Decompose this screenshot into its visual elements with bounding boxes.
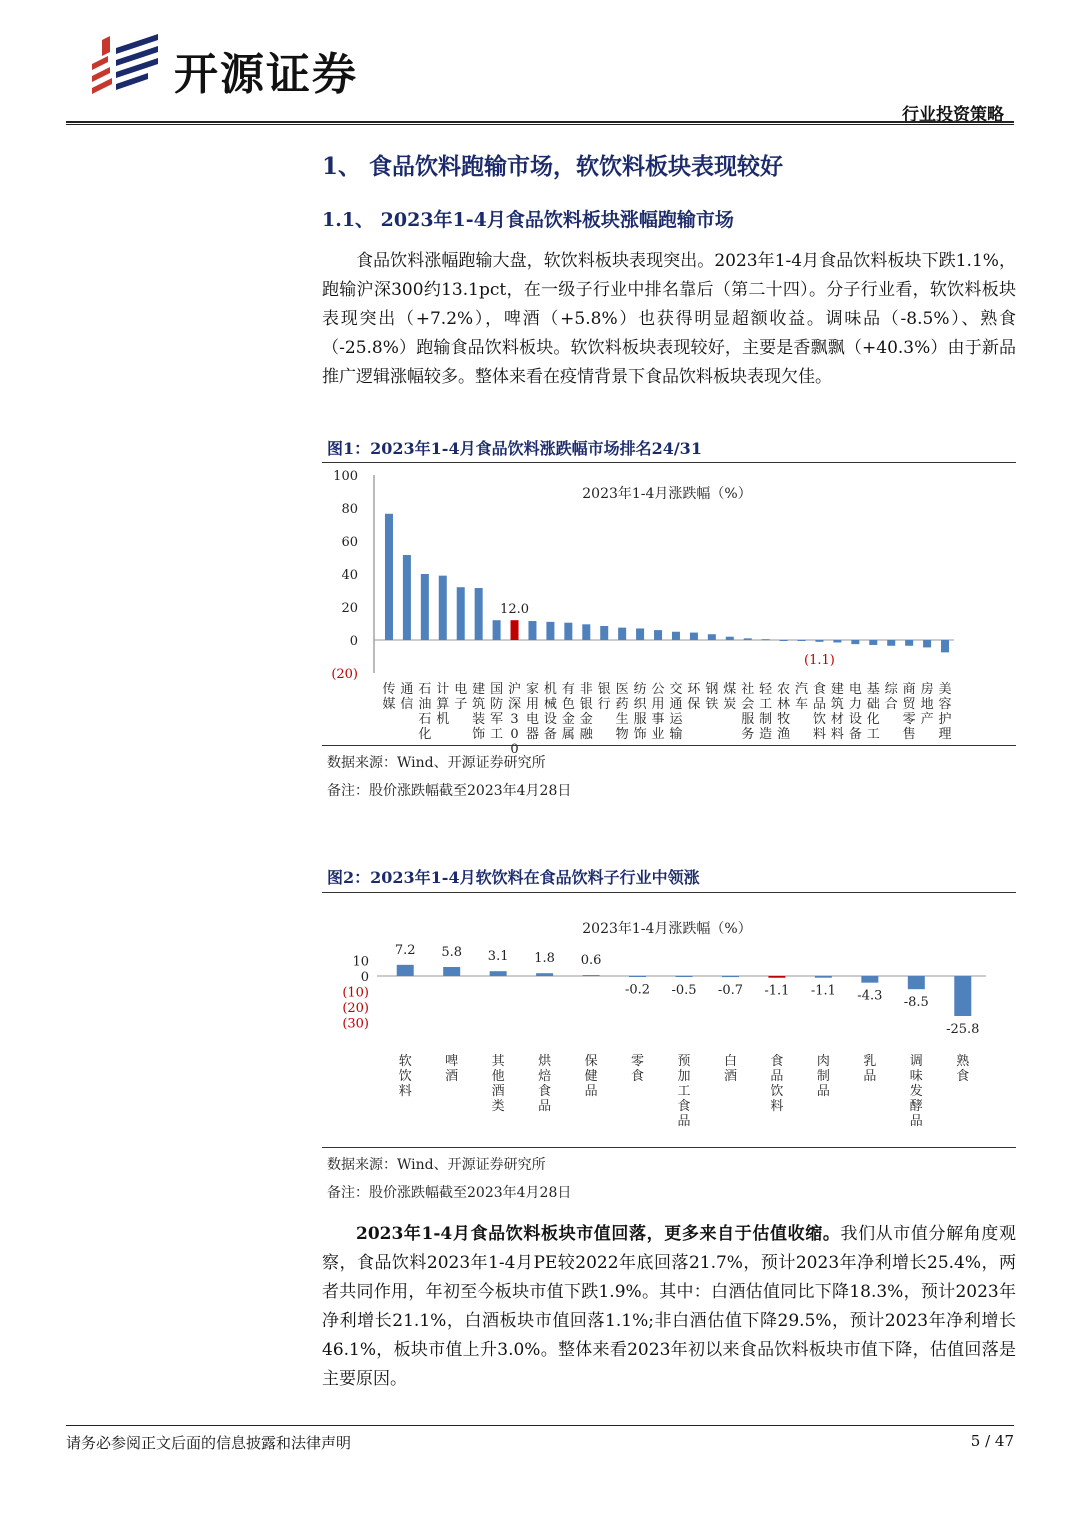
bar — [421, 574, 429, 640]
x-tick-label: 综合 — [884, 682, 898, 712]
x-tick-label: 房地产 — [920, 682, 934, 727]
x-tick-label: 电力设备 — [848, 682, 862, 742]
x-tick-label: 其他酒类 — [491, 1054, 505, 1114]
bar — [583, 975, 600, 976]
bar — [397, 965, 414, 976]
data-label: 7.2 — [394, 942, 416, 958]
x-tick-label: 电子 — [454, 682, 468, 712]
data-label: -8.5 — [903, 995, 929, 1011]
bar — [654, 630, 662, 640]
x-tick-label: 传媒 — [382, 682, 396, 712]
x-tick-label: 煤炭 — [723, 682, 737, 712]
y-tick-label: (30) — [342, 1016, 369, 1032]
x-tick-label: 沪深 3 0 0 — [508, 682, 522, 757]
x-tick-label: 汽车 — [795, 682, 809, 712]
bar — [941, 640, 949, 652]
bar — [905, 640, 913, 646]
y-tick-label: 60 — [341, 535, 358, 550]
y-tick-label: 0 — [360, 970, 369, 985]
data-label: 0.6 — [580, 953, 602, 969]
figure-1-source: 数据来源：Wind、开源证券研究所 — [327, 755, 546, 771]
x-tick-label: 美容护理 — [938, 682, 952, 742]
x-tick-label: 烘焙食品 — [538, 1054, 552, 1114]
bar — [493, 620, 501, 640]
x-tick-label: 啤酒 — [445, 1054, 459, 1084]
bar — [815, 640, 823, 642]
y-tick-label: 80 — [341, 502, 358, 517]
figure-2-chart — [322, 894, 1016, 1146]
data-label: 1.8 — [534, 951, 555, 967]
y-tick-label: 20 — [341, 601, 358, 616]
bar — [636, 628, 644, 640]
x-tick-label: 国防军工 — [490, 682, 504, 742]
x-tick-label: 建筑装饰 — [472, 682, 486, 742]
data-label: (1.1) — [804, 653, 835, 668]
chart-title: 2023年1-4月涨跌幅（%） — [582, 921, 752, 937]
section-heading: 1、 食品饮料跑输市场，软饮料板块表现较好 — [322, 153, 784, 180]
x-tick-label: 食品饮料 — [812, 682, 826, 742]
bar — [618, 628, 626, 640]
bar — [385, 514, 393, 640]
bar — [536, 973, 553, 976]
x-tick-label: 机械设备 — [543, 682, 557, 742]
brand-name: 开源证券 — [174, 49, 358, 100]
figure-1-top-rule — [322, 462, 1016, 463]
bar — [708, 634, 716, 640]
bar — [780, 640, 788, 641]
figure-1-note: 备注：股价涨跌幅截至2023年4月28日 — [327, 783, 572, 799]
y-tick-label: (10) — [342, 985, 369, 1001]
y-tick-label: 40 — [341, 568, 358, 583]
x-tick-label: 乳品 — [863, 1054, 877, 1084]
data-label: -0.5 — [671, 982, 697, 998]
data-label: 5.8 — [441, 945, 463, 961]
header-divider — [66, 121, 1014, 123]
x-tick-label: 有色金属 — [561, 682, 575, 742]
bar — [726, 637, 734, 640]
figure-1-title: 图1：2023年1-4月食品饮料涨跌幅市场排名24/31 — [327, 439, 702, 458]
bar — [600, 626, 608, 640]
brand-logo-icon — [88, 34, 160, 94]
x-tick-label: 通信 — [400, 682, 414, 712]
subsection-heading: 1.1、 2023年1-4月食品饮料板块涨幅跑输市场 — [322, 209, 734, 231]
bar — [887, 640, 895, 646]
data-label: -0.2 — [624, 982, 651, 998]
y-tick-label: 100 — [333, 469, 358, 484]
figure-2-source: 数据来源：Wind、开源证券研究所 — [327, 1157, 546, 1173]
bar — [869, 640, 877, 645]
data-label: -25.8 — [946, 1021, 980, 1037]
x-tick-label: 纺织服饰 — [633, 682, 647, 742]
report-category: 行业投资策略 — [902, 105, 1004, 125]
x-tick-label: 食品饮料 — [770, 1054, 784, 1114]
paragraph-text: 食品饮料涨幅跑输大盘，软饮料板块表现突出。2023年1-4月食品饮料板块下跌1.1%，跑输沪深300约13.1pct，在一级子行业中排名靠后（第二十四）。分子行业看，软饮料板块表现突出（+7.2%），啤酒（+5.8%）也获得明显超额收益。调味品（-8.5%）、熟食（-25.8%）跑输食品饮料板块。软饮料板块表现较好，主要是香飘飘（+40.3%）由于新品推广逻辑涨幅较多。整体来看在疫情背景下食品饮料板块表现欠佳。 — [322, 251, 1016, 387]
x-tick-label: 软饮料 — [398, 1054, 412, 1099]
x-tick-label: 熟食 — [956, 1054, 970, 1084]
bar — [798, 640, 806, 641]
bar — [768, 976, 785, 978]
bar — [439, 576, 447, 640]
x-tick-label: 家用电器 — [525, 682, 539, 742]
figure-2-note: 备注：股价涨跌幅截至2023年4月28日 — [327, 1185, 572, 1201]
x-tick-label: 交通运输 — [669, 682, 683, 742]
x-tick-label: 银行 — [597, 682, 611, 712]
bar — [954, 976, 971, 1016]
footer-disclaimer: 请务必参阅正文后面的信息披露和法律声明 — [66, 1434, 352, 1452]
bar — [676, 976, 693, 977]
data-label: 3.1 — [487, 949, 509, 965]
x-tick-label: 建筑材料 — [830, 682, 844, 742]
y-tick-label: 0 — [349, 634, 358, 649]
bar — [582, 624, 590, 640]
bar — [403, 555, 411, 640]
bar — [815, 976, 832, 978]
y-tick-label: (20) — [331, 667, 358, 682]
x-tick-label: 农林牧渔 — [777, 682, 791, 742]
page-number: 5 / 47 — [970, 1432, 1014, 1450]
bar — [923, 640, 931, 647]
paragraph-lead: 2023年1-4月食品饮料板块市值回落，更多来自于估值收缩。 — [356, 1224, 841, 1244]
x-tick-label: 环保 — [687, 682, 701, 712]
figure-2-bottom-rule — [322, 1147, 1016, 1148]
bar — [861, 976, 878, 983]
bar — [744, 638, 752, 640]
data-label: -1.1 — [764, 983, 790, 999]
bar — [762, 639, 770, 640]
x-tick-label: 石油石化 — [418, 682, 432, 742]
data-label: -4.3 — [857, 988, 883, 1004]
figure-1-chart — [322, 464, 1016, 757]
bar — [908, 976, 925, 989]
bar — [672, 632, 680, 640]
bar — [443, 967, 460, 976]
chart-title: 2023年1-4月涨跌幅（%） — [582, 486, 752, 502]
bar — [475, 588, 483, 640]
bar — [511, 620, 519, 640]
x-tick-label: 社会服务 — [741, 682, 755, 742]
body-paragraph-1 — [322, 247, 1016, 392]
bar — [722, 976, 739, 977]
x-tick-label: 计算机 — [436, 682, 450, 727]
x-tick-label: 商贸零售 — [902, 682, 916, 742]
bar — [490, 971, 507, 976]
bar — [690, 633, 698, 640]
x-tick-label: 轻工制造 — [759, 682, 773, 742]
bar — [564, 623, 572, 640]
bar — [851, 640, 859, 644]
bar — [546, 622, 554, 640]
x-tick-label: 调味发酵品 — [909, 1054, 923, 1129]
y-tick-label: 10 — [352, 954, 369, 970]
x-tick-label: 医药生物 — [615, 682, 629, 742]
figure-1-bottom-rule — [322, 745, 1016, 746]
x-tick-label: 基础化工 — [866, 682, 880, 742]
y-tick-label: (20) — [342, 1001, 369, 1016]
data-label: -0.7 — [717, 983, 744, 999]
x-tick-label: 预加工食品 — [677, 1054, 691, 1129]
bar — [457, 587, 465, 640]
figure-2-title: 图2：2023年1-4月软饮料在食品饮料子行业中领涨 — [327, 868, 700, 887]
x-tick-label: 保健品 — [584, 1054, 598, 1099]
x-tick-label: 非银金融 — [579, 682, 593, 742]
data-label: 12.0 — [500, 602, 530, 618]
data-label: -1.1 — [810, 983, 836, 999]
bar — [528, 621, 536, 640]
paragraph-text: 我们从市值分解角度观察，食品饮料2023年1-4月PE较2022年底回落21.7%，预计2023年净利增长25.4%，两者共同作用，年初至今板块市值下跌1.9%。其中：白酒估值同比下降18.3%，预计2023年净利增长21.1%，白酒板块市值回落1.1%;非白酒估值下降29.5%，预计2023年净利增长46.1%，板块市值上升3.0%。整体来看2023年初以来食品饮料板块市值下降，估值回落是主要原因。 — [322, 1224, 1017, 1389]
header-divider-thin — [66, 124, 1014, 125]
footer-divider — [66, 1425, 1014, 1426]
x-tick-label: 白酒 — [723, 1054, 737, 1084]
x-tick-label: 零食 — [631, 1054, 645, 1084]
figure-2-top-rule — [322, 892, 1016, 893]
x-tick-label: 肉制品 — [816, 1054, 830, 1099]
x-tick-label: 钢铁 — [705, 682, 719, 712]
x-tick-label: 公用事业 — [651, 682, 665, 742]
bar — [629, 976, 646, 977]
bar — [833, 640, 841, 642]
body-paragraph-2 — [322, 1220, 1016, 1394]
